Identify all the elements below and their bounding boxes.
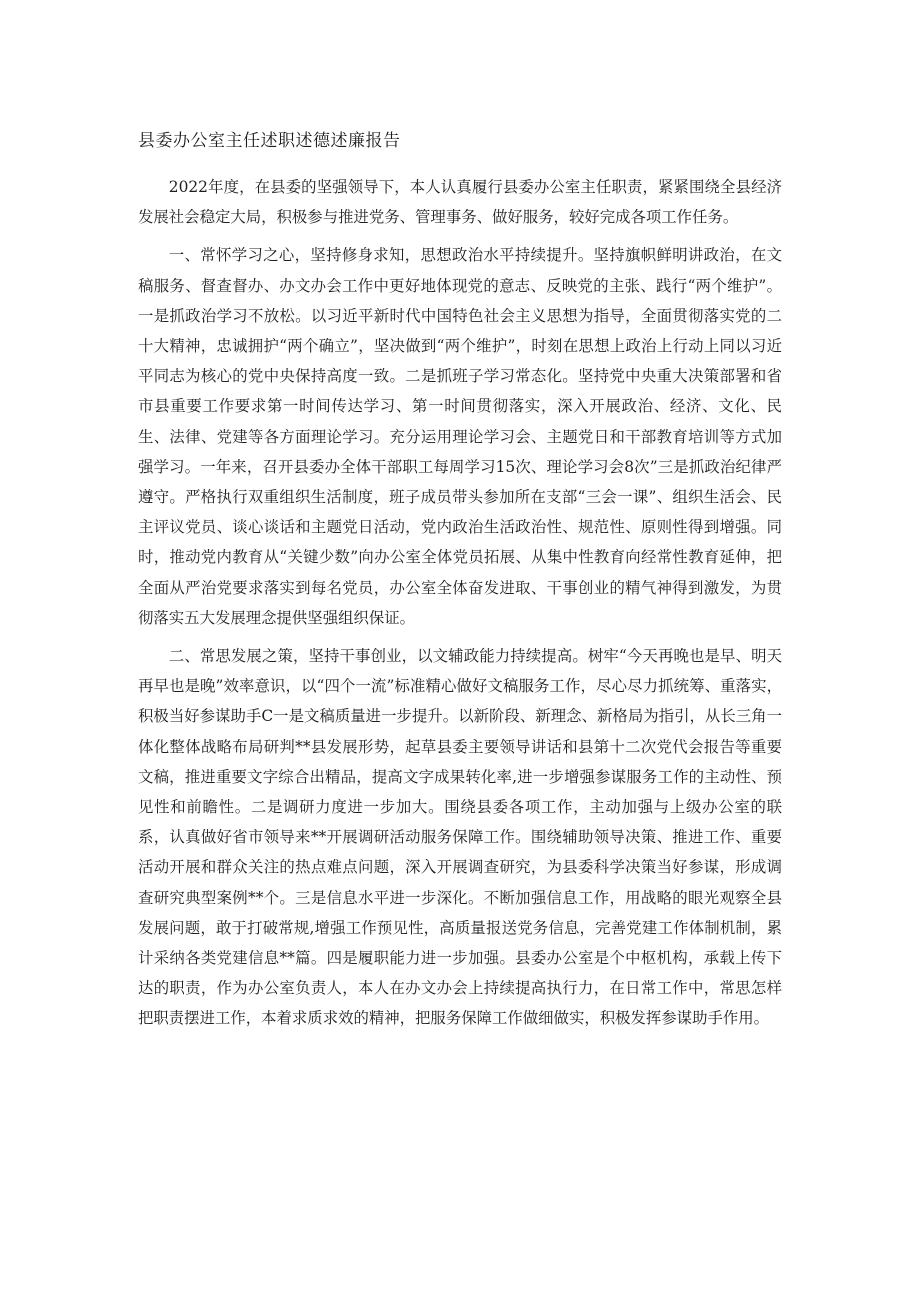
paragraph-intro: 2022年度，在县委的坚强领导下，本人认真履行县委办公室主任职责，紧紧围绕全县经济发展社会稳定大局，积极参与推进党务、管理事务、做好服务，较好完成各项工作任务。 — [138, 178, 782, 227]
document-title: 县委办公室主任述职述德述廉报告 — [138, 131, 401, 151]
paragraph-section-two: 二、常思发展之策，坚持干事创业，以文辅政能力持续提高。树牢“今天再晚也是早、明天再早也是晚”效率意识，以“四个一流”标准精心做好文稿服务工作，尽心尽力抓统筹、重落实，积极当好参谋助手C一是文稿质量进一步提升。以新阶段、新理念、新格局为指引，从长三角一体化整体战略布局研判**县发展形势，起草县委主要领导讲话和县第十二次党代会报告等重要文稿，推进重要文字综合出精品，提高文字成果转化率,进一步增强参谋服务工作的主动性、预见性和前瞻性。二是调研力度进一步加大。围绕县委各项工作，主动加强与上级办公室的联系，认真做好省市领导来**开展调研活动服务保障工作。围绕辅助领导决策、推进工作、重要活动开展和群众关注的热点难点问题，深入开展调查研究，为县委科学决策当好参谋，形成调查研究典型案例**个。三是信息水平进一步深化。不断加强信息工作，用战略的眼光观察全县发展问题，敢于打破常规,增强工作预见性，高质量报送党务信息，完善党建工作体制机制，累计采纳各类党建信息**篇。四是履职能力进一步加强。县委办公室是个中枢机构，承载上传下达的职责，作为办公室负责人，本人在办文办会上持续提高执行力，在日常工作中，常思怎样把职责摆进工作，本着求质求效的精神，把服务保障工作做细做实，积极发挥参谋助手作用。 — [138, 647, 782, 1028]
document-body — [138, 172, 782, 1042]
paragraph-section-one: 一、常怀学习之心，坚持修身求知，思想政治水平持续提升。坚持旗帜鲜明讲政治，在文稿服务、督查督办、办文办会工作中更好地体现党的意志、反映党的主张、践行“两个维护”。一是抓政治学习不放松。以习近平新时代中国特色社会主义思想为指导，全面贯彻落实党的二十大精神，忠诚拥护“两个确立”，坚决做到“两个维护”，时刻在思想上政治上行动上同以习近平同志为核心的党中央保持高度一致。二是抓班子学习常态化。坚持党中央重大决策部署和省市县重要工作要求第一时间传达学习、第一时间贯彻落实，深入开展政治、经济、文化、民生、法律、党建等各方面理论学习。充分运用理论学习会、主题党日和干部教育培训等方式加强学习。一年来，召开县委办全体干部职工每周学习15次、理论学习会8次”三是抓政治纪律严遵守。严格执行双重组织生活制度，班子成员带头参加所在支部“三会一课”、组织生活会、民主评议党员、谈心谈话和主题党日活动，党内政治生活政治性、规范性、原则性得到增强。同时，推动党内教育从“关键少数”向办公室全体党员拓展、从集中性教育向经常性教育延伸，把全面从严治党要求落实到每名党员，办公室全体奋发进取、干事创业的精气神得到激发，为贯彻落实五大发展理念提供坚强组织保证。 — [138, 246, 782, 627]
